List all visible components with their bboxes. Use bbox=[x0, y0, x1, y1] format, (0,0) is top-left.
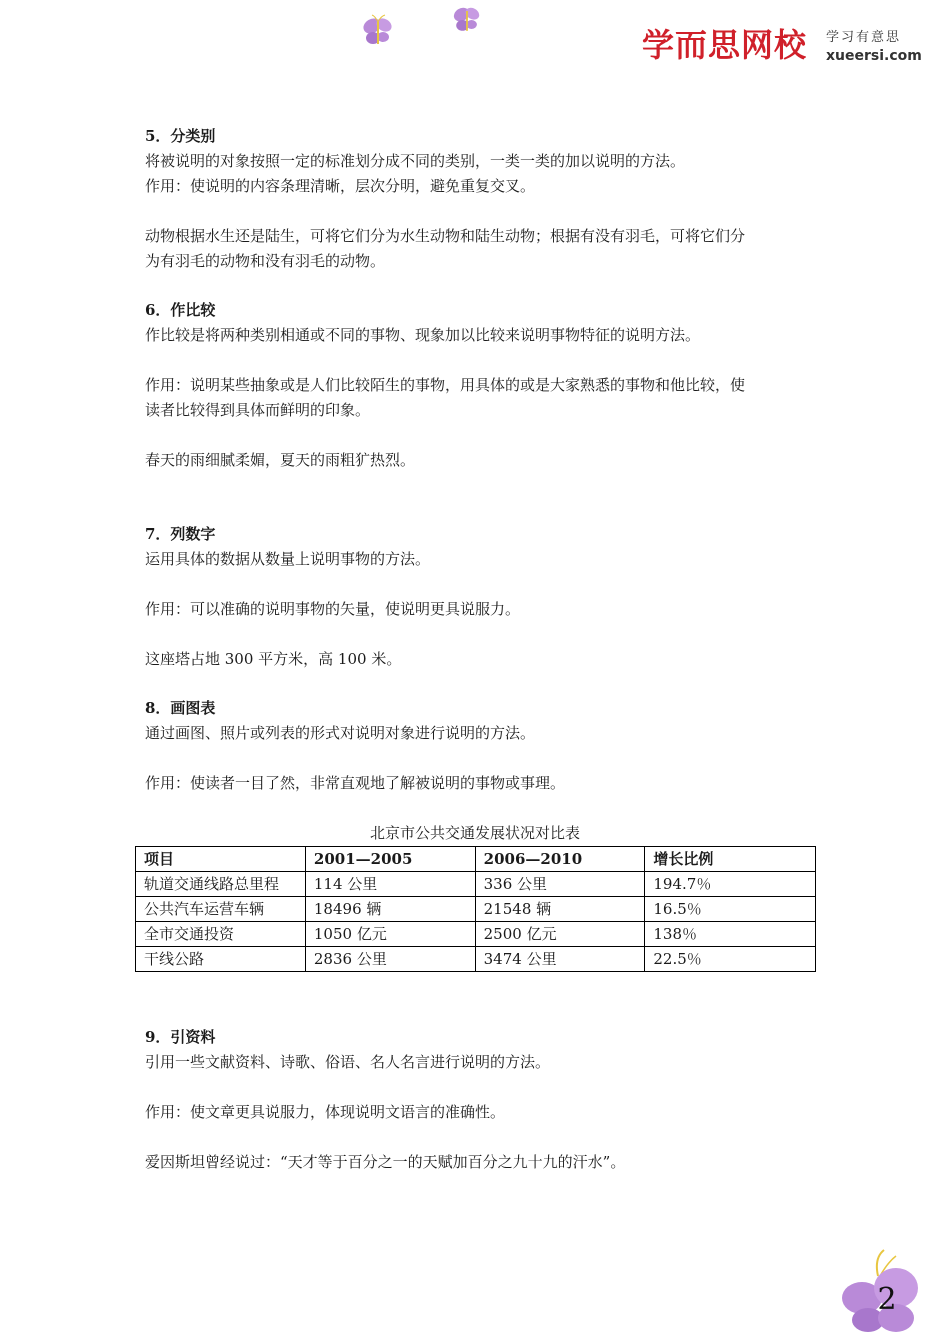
table-row bbox=[136, 947, 816, 972]
table-cell: 21548 辆 bbox=[475, 897, 645, 922]
paragraph-line: 读者比较得到具体而鲜明的印象。 bbox=[145, 401, 371, 419]
paragraph-line: 作用：可以准确的说明事物的矢量，使说明更具说服力。 bbox=[145, 600, 521, 618]
butterfly-icon bbox=[358, 12, 398, 52]
page-number: 2 bbox=[877, 1282, 897, 1317]
table-header-cell: 2006—2010 bbox=[475, 847, 645, 872]
section-heading: 6．作比较 bbox=[145, 301, 216, 319]
paragraph-line: 运用具体的数据从数量上说明事物的方法。 bbox=[145, 550, 431, 568]
table-header-cell: 2001—2005 bbox=[305, 847, 475, 872]
table-row bbox=[136, 872, 816, 897]
table-cell: 138％ bbox=[645, 922, 816, 947]
table-row bbox=[136, 897, 816, 922]
section-heading: 9．引资料 bbox=[145, 1028, 216, 1046]
paragraph-line: 引用一些文献资料、诗歌、俗语、名人名言进行说明的方法。 bbox=[145, 1053, 551, 1071]
table-cell: 1050 亿元 bbox=[305, 922, 475, 947]
paragraph-line: 作用：使读者一目了然，非常直观地了解被说明的事物或事理。 bbox=[145, 774, 566, 792]
table-cell: 2836 公里 bbox=[305, 947, 475, 972]
paragraph-line: 将被说明的对象按照一定的标准划分成不同的类别，一类一类的加以说明的方法。 bbox=[145, 152, 686, 170]
table-cell: 18496 辆 bbox=[305, 897, 475, 922]
butterfly-icon bbox=[449, 2, 485, 38]
paragraph-line: 春天的雨细腻柔媚，夏天的雨粗犷热烈。 bbox=[145, 451, 416, 469]
paragraph-line: 通过画图、照片或列表的形式对说明对象进行说明的方法。 bbox=[145, 724, 536, 742]
logo-tagline: 学习有意思 bbox=[826, 30, 902, 45]
logo-chinese-name: 学而思网校 bbox=[642, 26, 808, 64]
table-header-cell: 增长比例 bbox=[645, 847, 816, 872]
section-heading: 8．画图表 bbox=[145, 699, 216, 717]
table-cell: 16.5％ bbox=[645, 897, 816, 922]
logo-url: xueersi.com bbox=[826, 48, 922, 64]
table-cell: 3474 公里 bbox=[475, 947, 645, 972]
paragraph-line: 这座塔占地 300 平方米，高 100 米。 bbox=[145, 650, 402, 668]
table-cell: 22.5％ bbox=[645, 947, 816, 972]
paragraph-line: 作用：说明某些抽象或是人们比较陌生的事物，用具体的或是大家熟悉的事物和他比较，使 bbox=[145, 376, 746, 394]
paragraph-line: 爱因斯坦曾经说过：“天才等于百分之一的天赋加百分之九十九的汗水”。 bbox=[145, 1153, 626, 1171]
table-header-row bbox=[136, 847, 816, 872]
section-heading: 5．分类别 bbox=[145, 127, 216, 145]
table-cell: 194.7％ bbox=[645, 872, 816, 897]
paragraph-line: 为有羽毛的动物和没有羽毛的动物。 bbox=[145, 252, 386, 270]
table-row bbox=[136, 922, 816, 947]
paragraph-line: 作用：使文章更具说服力，体现说明文语言的准确性。 bbox=[145, 1103, 506, 1121]
paragraph-line: 作比较是将两种类别相通或不同的事物、现象加以比较来说明事物特征的说明方法。 bbox=[145, 326, 701, 344]
table-caption: 北京市公共交通发展状况对比表 bbox=[369, 824, 580, 842]
table-cell: 114 公里 bbox=[305, 872, 475, 897]
table-cell: 全市交通投资 bbox=[136, 922, 306, 947]
table-cell: 干线公路 bbox=[136, 947, 306, 972]
table-cell: 2500 亿元 bbox=[475, 922, 645, 947]
section-heading: 7．列数字 bbox=[145, 525, 216, 543]
paragraph-line: 作用：使说明的内容条理清晰，层次分明，避免重复交叉。 bbox=[145, 177, 536, 195]
table-cell: 公共汽车运营车辆 bbox=[136, 897, 306, 922]
paragraph-line: 动物根据水生还是陆生，可将它们分为水生动物和陆生动物；根据有没有羽毛，可将它们分 bbox=[145, 227, 746, 245]
table-header-cell: 项目 bbox=[136, 847, 306, 872]
comparison-table bbox=[135, 846, 816, 972]
table-cell: 轨道交通线路总里程 bbox=[136, 872, 306, 897]
table-cell: 336 公里 bbox=[475, 872, 645, 897]
